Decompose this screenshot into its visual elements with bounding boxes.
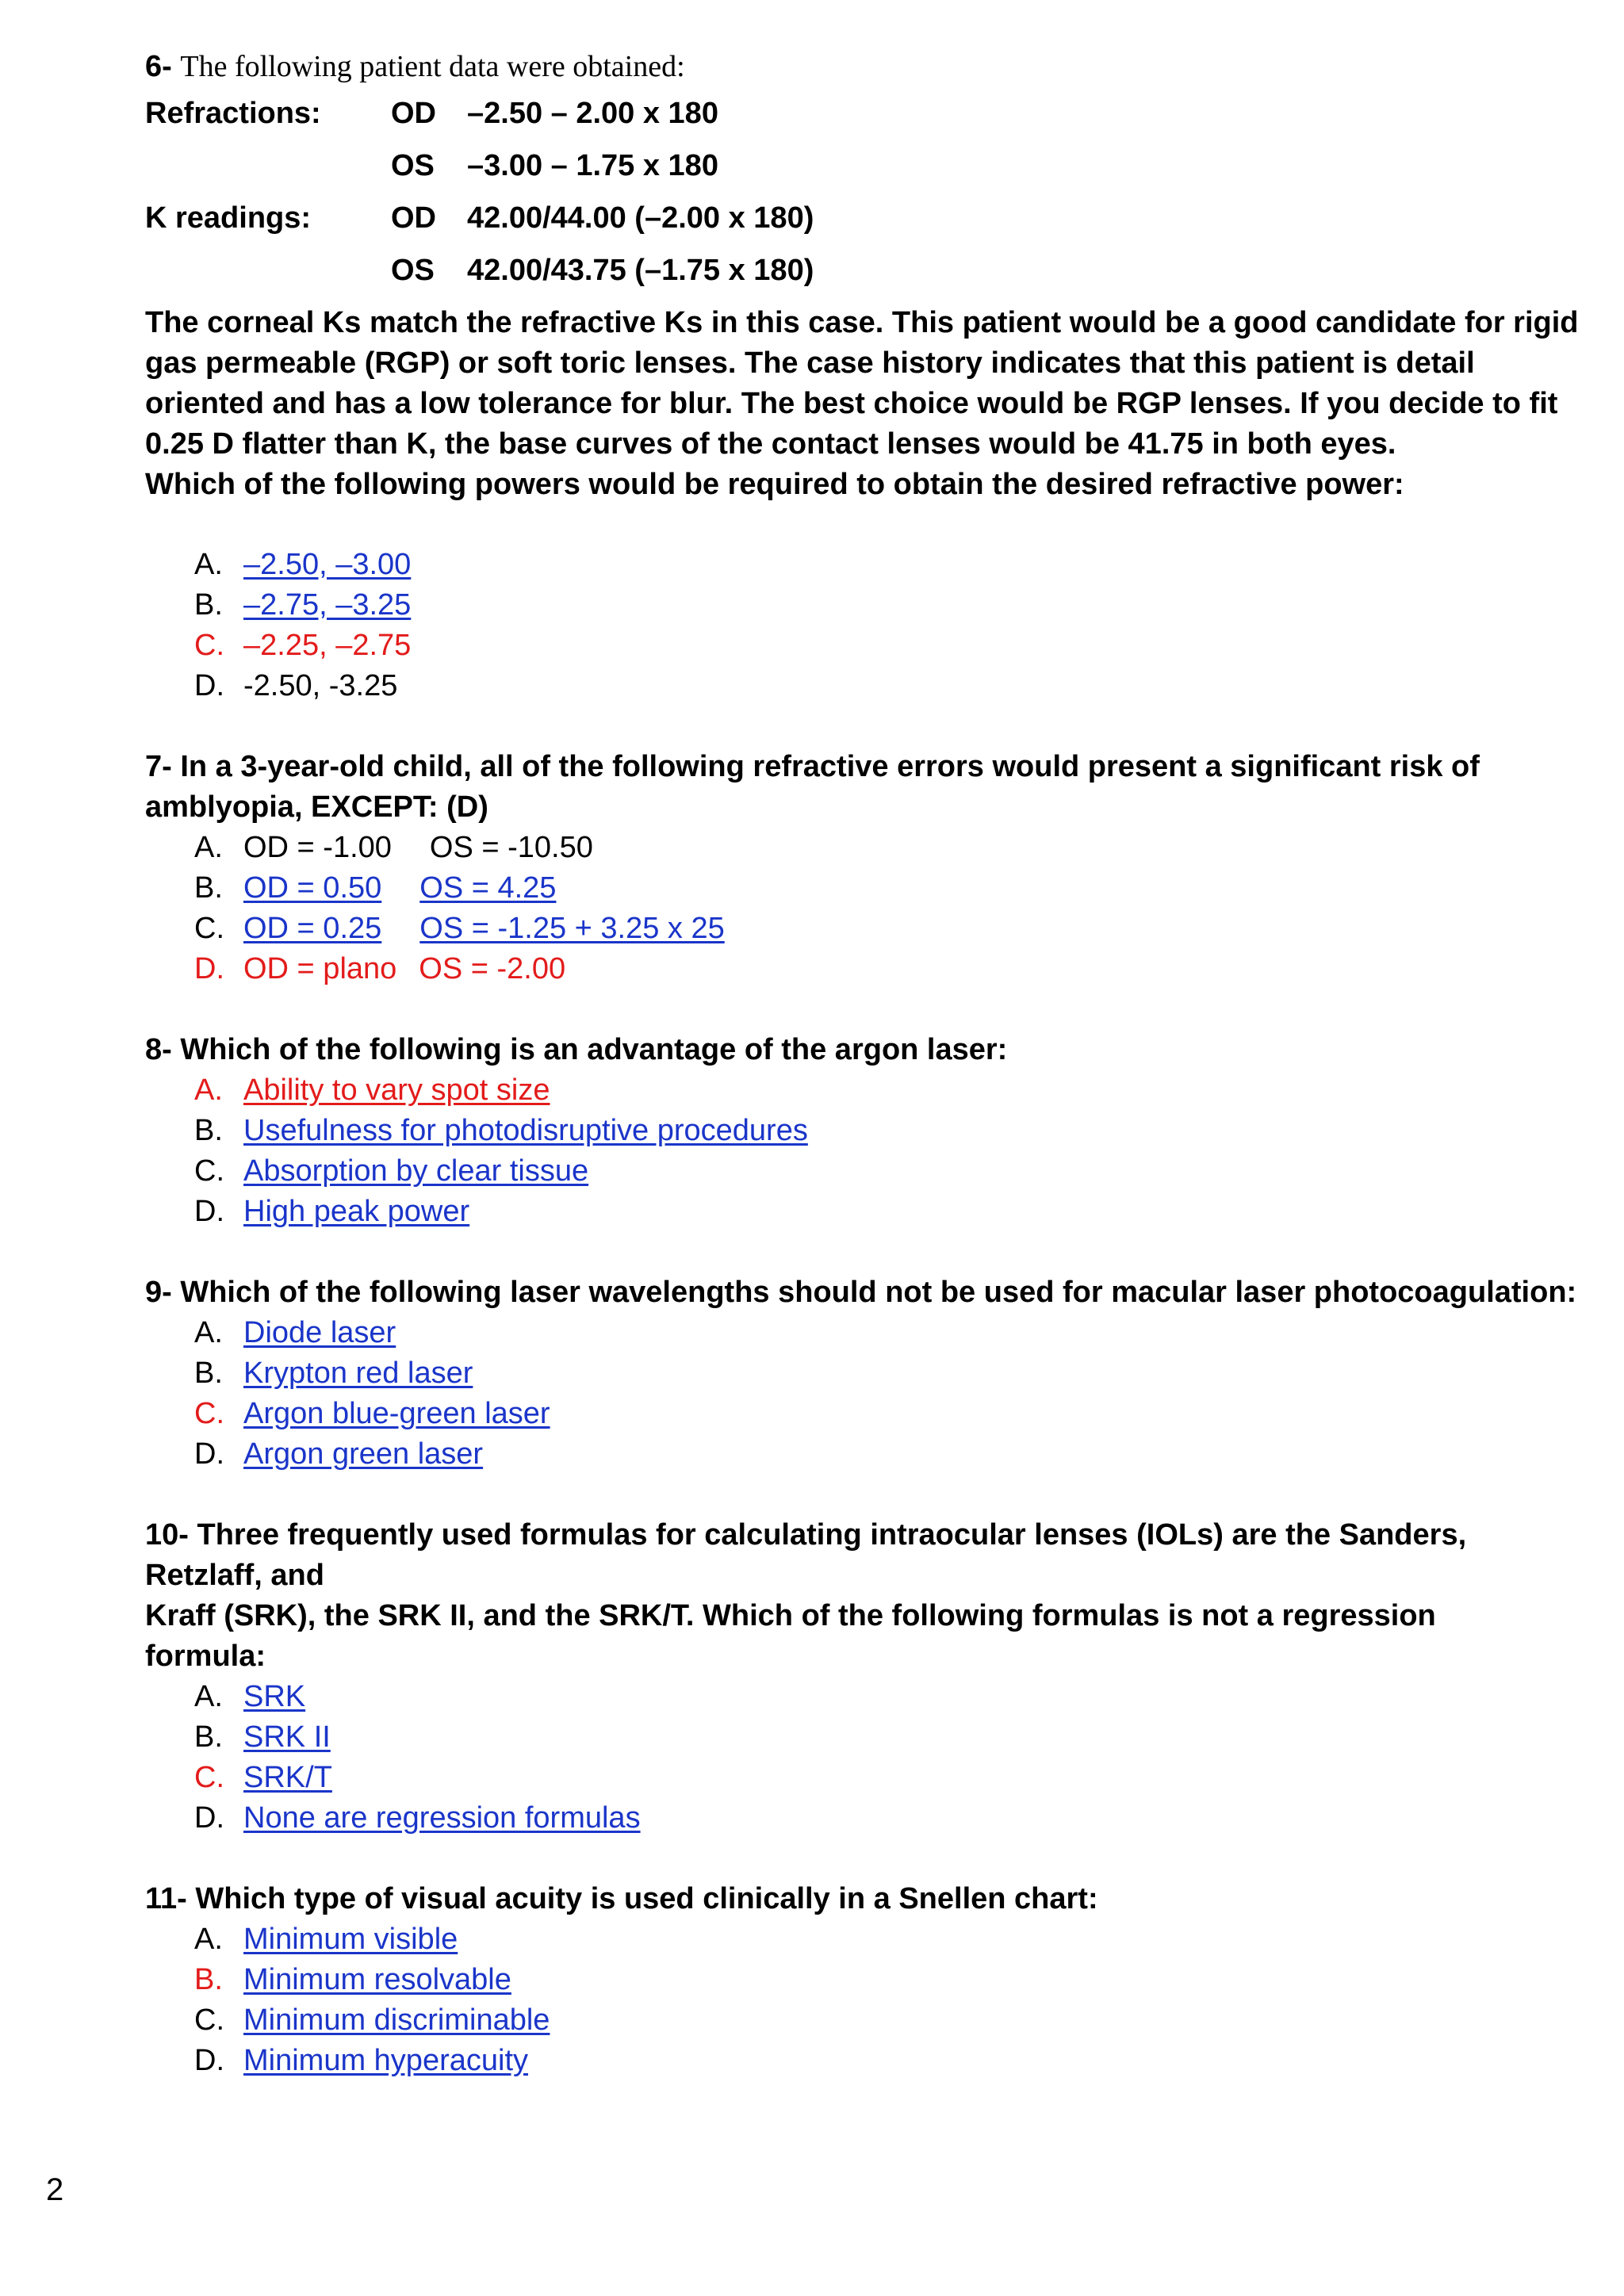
option-9a (194, 1313, 1588, 1353)
option-link[interactable]: SRK II (243, 1720, 331, 1754)
option-link[interactable] (243, 868, 556, 909)
option-letter: A. (194, 1316, 223, 1349)
question-6-paragraph: The corneal Ks match the refractive Ks in this case. This patient would be a good candidate for rigid gas permeable (RGP) or soft toric lenses. The case history indicates that this patient is detail oriented and has a low tolerance for blur. The best choice would be RGP lenses. If you decide to fit 0.25 D flatter than K, the base curves of the contact lenses would be 41.75 in both eyes. (145, 306, 1579, 461)
question-6-number: 6- (145, 50, 172, 83)
option-text: –2.25, –2.75 (243, 629, 412, 662)
option-8a-answer (194, 1070, 1588, 1111)
option-link[interactable]: Krypton red laser (243, 1357, 473, 1390)
option-link[interactable]: Argon blue-green laser (243, 1397, 550, 1430)
option-6c-answer (194, 626, 1588, 666)
option-od: OD = 0.25 (243, 912, 382, 945)
option-link[interactable]: Diode laser (243, 1316, 396, 1349)
question-6-explanation (145, 303, 1588, 505)
data-row-k-reading-od (145, 192, 1588, 244)
option-letter: A. (194, 1923, 223, 1956)
option-letter: D. (194, 1195, 224, 1228)
option-link[interactable]: Minimum hyperacuity (243, 2044, 528, 2077)
question-6 (145, 46, 1588, 706)
option-link[interactable]: Argon green laser (243, 1437, 484, 1471)
option-letter: A. (194, 831, 223, 864)
question-7 (145, 747, 1588, 989)
data-row-label: Refractions: (145, 96, 321, 130)
option-7d-answer (194, 949, 1588, 989)
option-7b (194, 868, 1588, 909)
option-od: OD = plano (243, 952, 397, 985)
data-row-value: –3.00 – 1.75 x 180 (467, 148, 718, 182)
question-6-options (145, 545, 1588, 706)
question-9-title: 9- Which of the following laser wavelengths should not be used for macular laser photocoagulation: (145, 1276, 1577, 1309)
option-os: OS = -1.25 + 3.25 x 25 (419, 912, 725, 945)
option-letter: A. (194, 1680, 223, 1713)
question-10-title-line1: 10- Three frequently used formulas for calculating intraocular lenses (IOLs) are the Sanders, Retzlaff, and (145, 1518, 1467, 1592)
question-6-question: Which of the following powers would be required to obtain the desired refractive power: (145, 468, 1404, 501)
option-9b (194, 1353, 1588, 1394)
question-6-intro: The following patient data were obtained: (180, 50, 685, 83)
option-link[interactable]: Minimum discriminable (243, 2003, 550, 2037)
question-9 (145, 1272, 1588, 1475)
option-letter: C. (194, 1397, 224, 1430)
data-row-value: –2.50 – 2.00 x 180 (467, 96, 718, 130)
option-6d (194, 666, 1588, 706)
question-8 (145, 1030, 1588, 1232)
option-link[interactable]: SRK/T (243, 1761, 332, 1794)
option-od: OD = -1.00 (243, 831, 392, 864)
question-7-options (145, 828, 1588, 989)
data-row-refraction-os (145, 140, 1588, 192)
option-letter: D. (194, 669, 224, 702)
option-os: OS = -2.00 (419, 952, 566, 985)
option-letter: C. (194, 1154, 224, 1188)
page-number: 2 (46, 2172, 64, 2207)
option-8d (194, 1192, 1588, 1232)
question-9-options (145, 1313, 1588, 1475)
option-letter: A. (194, 548, 223, 581)
option-text: -2.50, -3.25 (243, 669, 398, 702)
data-row-value: 42.00/44.00 (–2.00 x 180) (467, 201, 814, 235)
option-10d (194, 1798, 1588, 1839)
option-9d (194, 1434, 1588, 1475)
option-letter: B. (194, 1114, 223, 1147)
data-row-eye: OD (391, 201, 436, 235)
option-link[interactable]: None are regression formulas (243, 1801, 641, 1835)
question-11-options (145, 1919, 1588, 2081)
option-os: OS = -10.50 (429, 831, 593, 864)
option-letter: C. (194, 2003, 224, 2037)
option-letter: D. (194, 952, 224, 985)
option-11a (194, 1919, 1588, 1960)
option-9c-answer (194, 1394, 1588, 1434)
option-link[interactable]: Minimum resolvable (243, 1963, 511, 1996)
option-letter: C. (194, 629, 224, 662)
option-letter: B. (194, 1963, 223, 1996)
question-10 (145, 1515, 1588, 1839)
data-row-value: 42.00/43.75 (–1.75 x 180) (467, 253, 814, 287)
option-link[interactable]: –2.75, –3.25 (243, 588, 412, 622)
option-6a (194, 545, 1588, 585)
option-7c (194, 909, 1588, 949)
data-row-eye: OS (391, 253, 435, 287)
option-7a (194, 828, 1588, 868)
option-od: OD = 0.50 (243, 871, 382, 905)
option-6b (194, 585, 1588, 626)
option-11d (194, 2041, 1588, 2081)
option-letter: A. (194, 1073, 223, 1107)
option-letter: B. (194, 1357, 223, 1390)
question-11-title: 11- Which type of visual acuity is used clinically in a Snellen chart: (145, 1882, 1098, 1915)
data-row-label: K readings: (145, 201, 312, 235)
option-10a (194, 1677, 1588, 1717)
option-letter: C. (194, 1761, 224, 1794)
option-os: OS = 4.25 (419, 871, 557, 905)
option-link[interactable]: Ability to vary spot size (243, 1073, 550, 1107)
option-letter: B. (194, 871, 223, 905)
question-10-title-end: formula: (145, 1640, 266, 1673)
option-link[interactable]: Usefulness for photodisruptive procedures (243, 1114, 808, 1147)
page-content (145, 46, 1588, 2081)
option-8c (194, 1151, 1588, 1192)
question-8-options (145, 1070, 1588, 1232)
option-link[interactable]: Absorption by clear tissue (243, 1154, 589, 1188)
option-letter: D. (194, 1801, 224, 1835)
data-row-refraction-od (145, 87, 1588, 140)
data-row-eye: OS (391, 148, 435, 182)
question-7-title: 7- In a 3-year-old child, all of the following refractive errors would present a significant risk of amblyopia, EXCEPT: (D) (145, 750, 1480, 824)
question-8-title: 8- Which of the following is an advantage of the argon laser: (145, 1033, 1008, 1066)
option-10b (194, 1717, 1588, 1758)
option-letter: B. (194, 588, 223, 622)
option-letter: D. (194, 1437, 224, 1471)
option-11c (194, 2000, 1588, 2041)
data-row-eye: OD (391, 96, 436, 130)
question-10-options (145, 1677, 1588, 1839)
question-10-title-line2: Kraff (SRK), the SRK II, and the SRK/T. Which of the following formulas is not a regression (145, 1599, 1436, 1632)
option-link[interactable]: SRK (243, 1680, 306, 1713)
question-10-title (145, 1515, 1588, 1677)
option-link[interactable]: –2.50, –3.00 (243, 548, 412, 581)
option-letter: D. (194, 2044, 224, 2077)
option-link[interactable]: Minimum visible (243, 1923, 458, 1956)
option-letter: C. (194, 912, 224, 945)
question-11 (145, 1879, 1588, 2081)
data-row-k-reading-os (145, 244, 1588, 297)
option-link[interactable] (243, 909, 725, 949)
option-link[interactable]: High peak power (243, 1195, 470, 1228)
option-letter: B. (194, 1720, 223, 1754)
option-11b-answer (194, 1960, 1588, 2000)
option-10c-answer (194, 1758, 1588, 1798)
question-6-heading (145, 46, 1588, 87)
option-8b (194, 1111, 1588, 1151)
